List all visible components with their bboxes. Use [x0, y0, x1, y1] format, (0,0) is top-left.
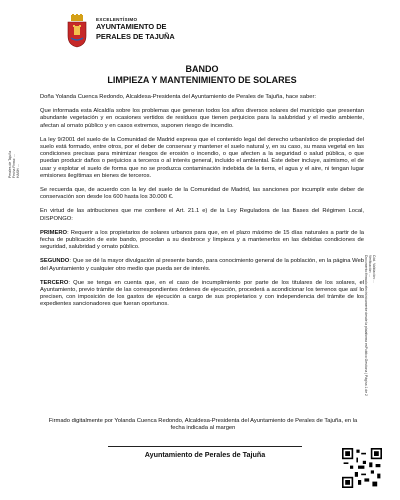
org-prefix: EXCELENTÍSIMO — [96, 17, 138, 22]
letterhead-text — [96, 17, 175, 41]
right-stamp-line: Documento firmado electrónicamente desde la plataforma esPublico Gestiona | Página 1 de 2 — [363, 255, 368, 396]
org-name-line2: PERALES DE TAJUÑA — [96, 31, 175, 41]
digital-signature-note: Firmado digitalmente por Yolanda Cuenca Redondo, Alcaldesa-Presidenta del Ayuntamiento de Perales de Tajuña, en la fecha indicada al margen — [48, 418, 358, 432]
right-stamp-line: Cód. Validación: ... — [372, 255, 376, 284]
qr-code-icon[interactable] — [342, 448, 382, 488]
paragraph-primero — [40, 230, 364, 252]
right-stamp-line: Verificación: ... — [367, 255, 372, 278]
paragraph-sanctions: Se recuerda que, de acuerdo con la ley del suelo de la Comunidad de Madrid, las sanciones por incumplir este deber de conservación son desde los 600 hasta los 30.000 €. — [40, 187, 364, 201]
primero-label: PRIMERO — [40, 229, 68, 236]
footer-org-name: Ayuntamiento de Perales de Tajuña — [144, 450, 266, 459]
paragraph-segundo — [40, 258, 364, 272]
left-stamp-line: HASH: ... — [16, 163, 21, 178]
left-stamp-line: Perales de Tajuña — [8, 150, 12, 178]
paragraph-intro: Doña Yolanda Cuenca Redondo, Alcaldesa-Presidenta del Ayuntamiento de Perales de Tajuña, hace saber: — [40, 94, 316, 100]
primero-text: : Requerir a los propietarios de solares urbanos para que, en el plazo máximo de 15 días naturales a partir de la fecha de publicación de este bando, procedan a su desbroce y limpieza y a mantenerlos en las debidas condiciones de seguridad, salubridad y ornato público. — [40, 229, 364, 251]
right-margin-stamp — [363, 255, 376, 396]
title-line2: LIMPIEZA Y MANTENIMIENTO DE SOLARES — [107, 75, 297, 85]
title-line1: BANDO — [185, 64, 219, 74]
document-title — [40, 64, 364, 86]
coat-of-arms-logo — [66, 14, 88, 48]
letterhead — [66, 14, 216, 60]
segundo-text: : Que se dé la mayor divulgación al presente bando, para conocimiento general de la población, en la página Web del Ayuntamiento y cualquier otro medio que pueda ser de interés. — [40, 258, 364, 272]
document-body — [40, 94, 364, 316]
org-name-line1: AYUNTAMIENTO DE — [96, 22, 167, 31]
tercero-label: TERCERO — [40, 279, 69, 286]
paragraph-law: La ley 9/2001 del suelo de la Comunidad de Madrid expresa que el contenido legal del derecho urbanístico de propiedad del suelo está formado, entre otros, por el deber de conservar y mantener el suelo natural y, en su caso, su masa vegetal en las condiciones precisas para minimizar riesgos de erosión o incendio, o que afecten a la seguridad o salud pública, o que puedan producir daños o perjuicios a terceros o al interés general, incluido el ambiental. Este deber incluye, asimismo, el de usar y explotar el suelo de forma que no se produzca contaminación indebida de la tierra, el agua y el aire, ni tengan lugar emisiones ilegítimas en bienes de terceros. — [40, 136, 364, 179]
paragraph-context: Que informada esta Alcaldía sobre los problemas que generan todos los años diversos solares del municipio que presentan abundante vegetación y en ocasiones vertidos de residuos que tienen perjuicios para la salubridad y el medio ambiente, afectan al ornato público y en casos extremos, suponen riesgo de incendio. — [40, 108, 364, 129]
footer-divider — [108, 446, 302, 447]
paragraph-tercero — [40, 280, 364, 309]
left-margin-stamp — [8, 151, 21, 178]
paragraph-dispongo: En virtud de las atribuciones que me confiere el Art. 21.1 e) de la Ley Reguladora de las Bases del Régimen Local, DISPONGO: — [40, 208, 364, 222]
segundo-label: SEGUNDO — [40, 258, 70, 265]
tercero-text: : Que se tenga en cuenta que, en el caso de incumplimiento por parte de los titulares de los solares, el Ayuntamiento, previo trámite de las correspondientes órdenes de ejecución, procederá a acondicionar los terrenos que así lo precisen, con imposición de los gastos de ejecución a cargo de sus propietarios y con independencia del trámite de los expedientes sancionadores que fueran oportunos. — [40, 279, 364, 308]
left-stamp-line: Fecha Firma: ... — [12, 154, 17, 178]
